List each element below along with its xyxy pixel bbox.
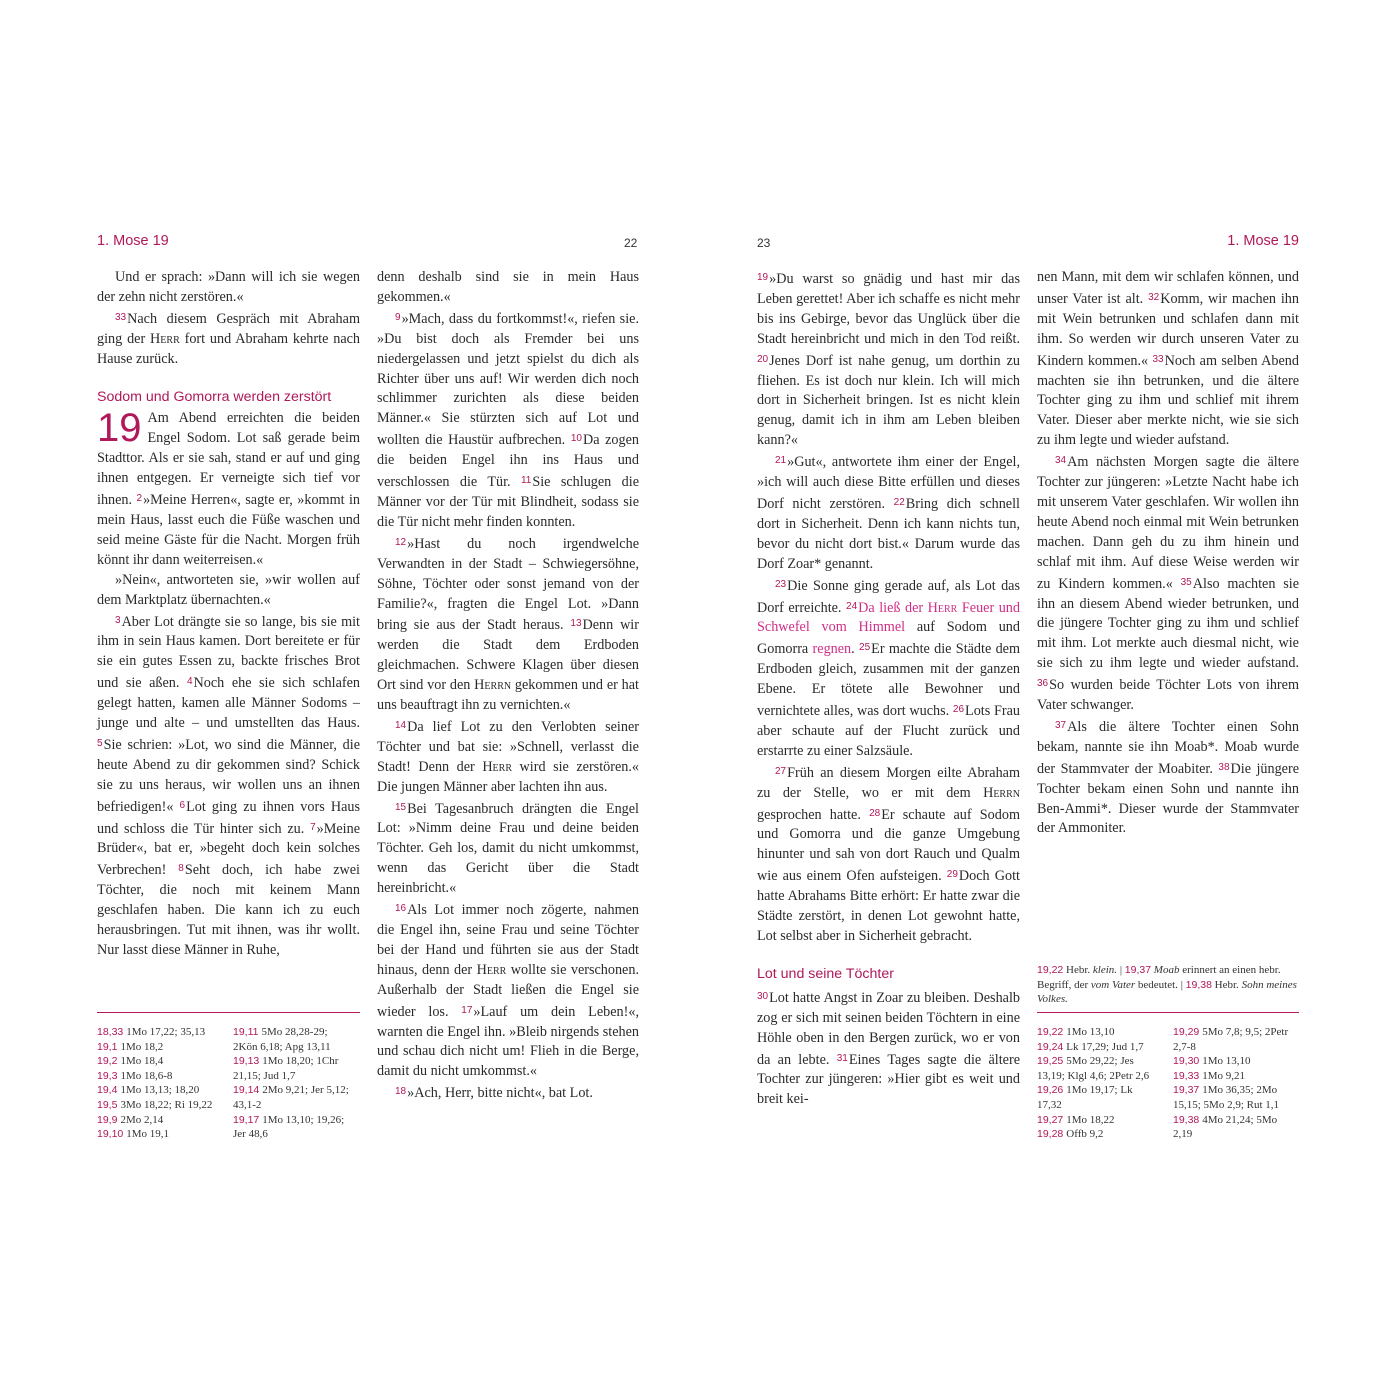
reference-label: 19,27 bbox=[1037, 1113, 1064, 1126]
verse-number: 23 bbox=[775, 578, 787, 590]
verse-paragraph: $^{21}$»Gut«, antwortete ihm einer der Engel, »ich will auch diese Bitte erfüllen und dieses Dorf nicht zerstören. $^{22}$Bring dich schnell dort in Sicherheit. Denn ich kann nichts tun, bevor du nicht dort bist.« Darum wurde das Dorf Zoar* genannt. bbox=[757, 454, 1020, 572]
verse-number: 25 bbox=[859, 642, 871, 654]
reference-text: 2Mo 2,14 bbox=[120, 1113, 164, 1126]
highlighted-text: Feuer und Schwefel vom Himmel bbox=[757, 599, 1020, 636]
verse-paragraph: $^{37}$Als die ältere Tochter einen Sohn bekam, nannte sie ihn Moab*. Moab wurde der Stammvater der Moabiter. $^{38}$Die jüngere Tochter bekam einen Sohn und nannte ihn Ben-Ammi*. Dieser wurde der Stammvater der Ammoniter. bbox=[1037, 718, 1299, 837]
verse-number: 26 bbox=[952, 704, 965, 716]
reference-text: Lk 17,29; Jud 1,7 bbox=[1066, 1040, 1144, 1053]
cross-reference bbox=[1173, 1054, 1303, 1069]
verse-paragraph: $^{27}$Früh an diesem Morgen eilte Abraham zu der Stelle, wo er mit dem Herrn gesprochen hatte. $^{28}$Er schaute auf Sodom und Gomorra und die ganze Umgebung hinunter und sah von dort Rauch und Qualm wie aus einem Ofen aufsteigen. $^{29}$Doch Gott hatte Abrahams Bitte erhört: Er hatte zwar die Städte zerstört, in denen Lot gewohnt hatte, Lot selbst aber in Sicherheit gebracht. bbox=[757, 764, 1020, 944]
verse-paragraph: $^{33}$Nach diesem Gespräch mit Abraham ging der Herr fort und Abraham kehrte nach Hause zurück. bbox=[97, 310, 361, 367]
cross-reference bbox=[1173, 1025, 1303, 1040]
reference-text: 1Mo 13,13; 18,20 bbox=[120, 1084, 200, 1097]
highlighted-text: regnen bbox=[812, 641, 852, 658]
reference-text: 17,32 bbox=[1037, 1098, 1062, 1111]
translation-notes: 19,22 Hebr. klein. | 19,37 Moab erinnert an einen hebr. Begriff, der vom Vater bedeutet. | 19,38 Hebr. Sohn meines Volkes. bbox=[1037, 964, 1297, 1006]
cross-reference bbox=[97, 1025, 232, 1040]
verse-number: 24 bbox=[846, 600, 858, 612]
reference-label: 19,37 bbox=[1173, 1084, 1200, 1097]
verse-paragraph: $^{12}$»Hast du noch irgendwelche Verwandten in der Stadt – Schwiegersöhne, Söhne, Töchter oder sonst jemand von der Familie?«, fragten die Engel Lot. »Dann bring sie aus der Stadt heraus. $^{13}$Denn wir werden die Stadt dem Erdboden gleichmachen. Schwere Klagen über diesen Ort sind vor den Herrn gekommen und er hat uns beauftragt ihn zu vernichten.« bbox=[377, 535, 639, 714]
chapter-paragraph: 19 Am Abend erreichten die beiden Engel Sodom. Lot saß gerade beim Stadttor. Als er sie sah, stand er auf und ging ihnen entgegen. Er verneigte sich tief vor ihnen. $^2$»Meine Herren«, sagte er, »kommt in mein Haus, lasst euch die Füße waschen und seid meine Gäste für die Nacht. Morgen früh könnt ihr dann weiterreisen.« bbox=[97, 406, 361, 568]
footnote-rule bbox=[1037, 1012, 1299, 1013]
verse-paragraph: $^9$»Mach, dass du fortkommst!«, riefen sie. »Du bist doch als Fremder bei uns niedergelassen und jetzt spielst du dich als Richter über uns auf! Wir werden dich noch schlimmer zurichten als diese beiden Männer.« Sie stürzten sich auf Lot und wollten die Haustür aufbrechen. $^{10}$Da zogen die beiden Engel ihn ins Haus und verschlossen die Tür. $^{11}$Sie schlugen die Männer vor der Tür mit Blindheit, sodass sie die Tür nicht mehr finden konnten. bbox=[377, 310, 639, 530]
verse-paragraph: nen Mann, mit dem wir schlafen können, und unser Vater ist alt. $^{32}$Komm, wir machen ihn mit Wein betrunken und schlafen dann mit ihm. So werden wir durch unseren Vater zu Kindern kommen.« $^{33}$Noch am selben Abend machten sie ihn betrunken, und die ältere Tochter ging zu ihm und schlief mit ihrem Vater. Dieser aber merkte nicht, wie sie sich zu ihm legte und wieder aufstand. bbox=[1037, 269, 1299, 449]
right-page-column-1 bbox=[757, 268, 1020, 1110]
footnote-rule bbox=[97, 1012, 360, 1013]
highlighted-text: Da ließ der bbox=[858, 599, 928, 616]
verse-number: 33 bbox=[1152, 353, 1164, 365]
reference-label: 19,26 bbox=[1037, 1084, 1064, 1097]
verse-paragraph: $^{23}$Die Sonne ging gerade auf, als Lot das Dorf erreichte. $^{24}$Da ließ der Herr Feuer und Schwefel vom Himmel auf Sodom und Gomorra regnen. $^{25}$Er machte die Städte dem Erdboden gleich, zusammen mit der ganzen Ebene. Er tötete alle Bewohner und vernichtete alles, was dort wuchs. $^{26}$Lots Frau aber schaute auf der Flucht zurück und erstarrte zu einer Salzsäule. bbox=[757, 577, 1021, 759]
left-cross-references-a bbox=[97, 1025, 232, 1142]
cross-reference bbox=[1173, 1127, 1303, 1142]
verse-paragraph: »Nein«, antworteten sie, »wir wollen auf dem Marktplatz übernachten.« bbox=[97, 571, 360, 608]
cross-reference bbox=[1037, 1054, 1172, 1069]
reference-text: 1Mo 19,17; Lk bbox=[1066, 1084, 1133, 1097]
verse-paragraph: $^{30}$Lot hatte Angst in Zoar zu bleiben. Deshalb zog er sich mit seinen beiden Töchtern in eine Höhle oben in den Bergen zurück, wo er von da an lebte. $^{31}$Eines Tages sagte die ältere Tochter zur jüngeren: »Hier gibt es weit und breit kei- bbox=[757, 989, 1020, 1108]
verse-number: 12 bbox=[395, 536, 407, 548]
reference-label: 19,1 bbox=[97, 1040, 118, 1053]
reference-label: 18,33 bbox=[97, 1026, 124, 1038]
reference-text: 1Mo 18,6-8 bbox=[120, 1069, 173, 1082]
cross-reference bbox=[233, 1098, 363, 1113]
verse-number: 3 bbox=[115, 614, 121, 626]
chapter-number: 19 bbox=[97, 406, 142, 451]
cross-reference bbox=[1173, 1083, 1303, 1098]
cross-reference bbox=[1037, 1113, 1172, 1128]
verse-paragraph: $^{18}$»Ach, Herr, bitte nicht«, bat Lot. bbox=[395, 1085, 593, 1102]
reference-text: 1Mo 13,10 bbox=[1066, 1026, 1115, 1038]
right-cross-references-a bbox=[1037, 1025, 1172, 1142]
reference-label: 19,22 bbox=[1037, 1026, 1064, 1038]
reference-text: 3Mo 18,22; Ri 19,22 bbox=[120, 1098, 213, 1111]
cross-reference bbox=[1173, 1040, 1303, 1055]
verse-paragraph: $^3$Aber Lot drängte sie so lange, bis sie mit ihm in sein Haus kamen. Dort bereitete er für sie ein gutes Essen zu, backte frisches Brot und sie aßen. $^4$Noch ehe sie sich schlafen gelegt hatten, kamen alle Männer Sodoms – junge und alte – und umstellten das Haus. $^5$Sie schrien: »Lot, wo sind die Männer, die heute Abend zu dir gekommen sind? Schick sie zu uns heraus, wir wollen uns an ihnen befriedigen!« $^6$Lot ging zu ihnen vors Haus und schloss die Tür hinter sich zu. $^7$»Meine Brüder«, bat er, »begeht doch kein solches Verbrechen! $^8$Seht doch, ich habe zwei Töchter, die noch mit keinem Mann geschlafen haben. Die kann ich zu euch herausbringen. Tut mit ihnen, was ihr wollt. Nur lasst diese Männer in Ruhe, bbox=[97, 613, 360, 958]
reference-text: 4Mo 21,24; 5Mo bbox=[1202, 1113, 1278, 1126]
reference-text: 1Mo 18,20; 1Chr bbox=[262, 1055, 339, 1068]
reference-text: 1Mo 19,1 bbox=[126, 1128, 170, 1141]
verse-number: 38 bbox=[1218, 761, 1230, 773]
verse-number: 10 bbox=[570, 433, 582, 445]
cross-reference bbox=[97, 1069, 232, 1084]
verse-number: 30 bbox=[757, 990, 769, 1002]
reference-text: 13,19; Klgl 4,6; 2Petr 2,6 bbox=[1037, 1069, 1150, 1082]
reference-text: 1Mo 9,21 bbox=[1202, 1069, 1246, 1082]
verse-paragraph: $^{16}$Als Lot immer noch zögerte, nahmen die Engel ihn, seine Frau und seine Töchter bei der Hand und führten sie aus der Stadt hinaus, denn der Herr wollte sie verschonen. Außerhalb der Stadt ließen die Engel sie wieder los. $^{17}$»Lauf um dein Leben!«, warnten die Engel ihn. »Bleib nirgends stehen und schau dich nicht um! Flieh in die Berge, damit du nicht umkommst.« bbox=[377, 902, 639, 1080]
verse-number: 2 bbox=[136, 493, 143, 505]
cross-reference bbox=[233, 1054, 363, 1069]
verse-paragraph: Und er sprach: »Dann will ich sie wegen der zehn nicht zerstören.« bbox=[97, 269, 360, 305]
right-page-column-2 bbox=[1037, 268, 1299, 839]
reference-label: 19,24 bbox=[1037, 1040, 1064, 1053]
left-page-column-1 bbox=[97, 268, 360, 961]
cross-reference bbox=[233, 1040, 363, 1055]
verse-paragraph: denn deshalb sind sie in mein Haus gekommen.« bbox=[377, 269, 639, 305]
reference-label: 19,3 bbox=[97, 1069, 118, 1082]
cross-reference bbox=[1037, 1069, 1172, 1084]
verse-number: 32 bbox=[1148, 291, 1160, 303]
cross-reference bbox=[1037, 1040, 1172, 1055]
reference-text: 1Mo 36,35; 2Mo bbox=[1202, 1084, 1278, 1097]
cross-reference bbox=[97, 1040, 232, 1055]
cross-reference bbox=[97, 1127, 232, 1142]
reference-text: 43,1-2 bbox=[233, 1098, 262, 1111]
reference-label: 19,25 bbox=[1037, 1055, 1064, 1068]
reference-text: 2Kön 6,18; Apg 13,11 bbox=[233, 1040, 331, 1053]
reference-text: 2Mo 9,21; Jer 5,12; bbox=[262, 1084, 349, 1097]
verse-number: 22 bbox=[893, 496, 905, 508]
verse-number: 13 bbox=[570, 618, 582, 630]
verse-number: 31 bbox=[836, 1052, 848, 1064]
reference-label: 19,33 bbox=[1173, 1069, 1200, 1082]
reference-text: 5Mo 29,22; Jes bbox=[1066, 1055, 1134, 1068]
cross-reference bbox=[97, 1098, 232, 1113]
verse-number: 18 bbox=[395, 1086, 407, 1098]
reference-label: 19,4 bbox=[97, 1084, 118, 1097]
section-heading: Lot und seine Töchter bbox=[757, 965, 894, 982]
reference-label: 19,13 bbox=[233, 1055, 260, 1068]
verse-paragraph: $^{34}$Am nächsten Morgen sagte die ältere Tochter zur jüngeren: »Letzte Nacht habe ich mit unserem Vater geschlafen. Wir wollen ihn heute Abend noch einmal mit Wein betrunken machen. Dann geh du zu ihm hinein und schlaf mit ihm. Auf diese Weise werden wir zu Kindern kommen.« $^{35}$Also machten sie ihn an diesem Abend wieder betrunken, und die jüngere Tochter ging zu ihm und schlief mit ihm. Lot merkte auch diesmal nicht, wie sie sich zu ihm legte und wieder aufstand. $^{36}$So wurden beide Töchter Lots von ihrem Vater schwanger. bbox=[1037, 454, 1299, 714]
verse-number: 37 bbox=[1055, 719, 1067, 731]
reference-text: 1Mo 18,22 bbox=[1066, 1113, 1115, 1126]
verse-number: 17 bbox=[461, 1004, 473, 1016]
reference-text: Offb 9,2 bbox=[1066, 1128, 1104, 1141]
reference-label: 19,5 bbox=[97, 1098, 118, 1111]
section-heading: Sodom und Gomorra werden zerstört bbox=[97, 388, 332, 405]
cross-reference bbox=[1037, 1098, 1172, 1113]
reference-text: 5Mo 28,28-29; bbox=[261, 1026, 328, 1038]
cross-reference bbox=[1037, 1127, 1172, 1142]
reference-text: 1Mo 17,22; 35,13 bbox=[126, 1026, 206, 1038]
reference-label: 19,30 bbox=[1173, 1055, 1200, 1068]
cross-reference bbox=[97, 1083, 232, 1098]
verse-number: 6 bbox=[179, 799, 186, 811]
cross-reference bbox=[233, 1083, 363, 1098]
left-cross-references-b bbox=[233, 1025, 363, 1142]
right-running-header: 1. Mose 19 bbox=[1227, 233, 1299, 249]
cross-reference bbox=[233, 1113, 363, 1128]
reference-text: 1Mo 18,4 bbox=[120, 1055, 164, 1068]
reference-label: 19,9 bbox=[97, 1113, 118, 1126]
verse-number: 36 bbox=[1037, 678, 1049, 690]
cross-reference bbox=[1173, 1113, 1303, 1128]
reference-label: 19,28 bbox=[1037, 1128, 1064, 1141]
verse-number: 16 bbox=[395, 903, 407, 915]
left-page-column-2 bbox=[377, 268, 639, 1104]
verse-number: 20 bbox=[757, 353, 769, 365]
left-page-number: 22 bbox=[624, 236, 638, 250]
verse-number: 27 bbox=[775, 765, 787, 777]
verse-number: 33 bbox=[115, 311, 127, 323]
cross-reference bbox=[1173, 1069, 1303, 1084]
verse-number: 28 bbox=[869, 807, 881, 819]
reference-label: 19,2 bbox=[97, 1055, 118, 1068]
reference-text: Jer 48,6 bbox=[233, 1128, 268, 1141]
verse-number: 5 bbox=[97, 737, 103, 749]
verse-number: 8 bbox=[178, 863, 184, 875]
cross-reference bbox=[1173, 1098, 1303, 1113]
reference-label: 19,10 bbox=[97, 1128, 124, 1141]
verse-number: 11 bbox=[520, 475, 532, 487]
reference-text: 1Mo 13,10 bbox=[1202, 1055, 1251, 1068]
reference-text: 2,7-8 bbox=[1173, 1040, 1196, 1053]
reference-text: 21,15; Jud 1,7 bbox=[233, 1069, 296, 1082]
verse-number: 35 bbox=[1180, 576, 1192, 588]
right-page-number: 23 bbox=[757, 236, 771, 250]
reference-text: 5Mo 7,8; 9,5; 2Petr bbox=[1202, 1026, 1289, 1038]
reference-label: 19,11 bbox=[233, 1026, 259, 1038]
verse-number: 29 bbox=[946, 869, 958, 881]
reference-text: 15,15; 5Mo 2,9; Rut 1,1 bbox=[1173, 1098, 1280, 1111]
verse-number: 9 bbox=[395, 311, 401, 323]
verse-number: 15 bbox=[395, 801, 407, 813]
reference-label: 19,17 bbox=[233, 1113, 260, 1126]
verse-number: 19 bbox=[757, 272, 769, 283]
cross-reference bbox=[97, 1113, 232, 1128]
right-cross-references-b bbox=[1173, 1025, 1303, 1142]
cross-reference bbox=[1037, 1025, 1172, 1040]
reference-label: 19,14 bbox=[233, 1084, 260, 1097]
reference-text: 1Mo 18,2 bbox=[120, 1040, 164, 1053]
reference-label: 19,38 bbox=[1173, 1113, 1200, 1126]
cross-reference bbox=[233, 1069, 363, 1084]
verse-number: 34 bbox=[1055, 455, 1067, 467]
reference-text: 1Mo 13,10; 19,26; bbox=[262, 1113, 345, 1126]
verse-number: 14 bbox=[395, 719, 407, 731]
verse-paragraph: $^{14}$Da lief Lot zu den Verlobten seiner Töchter und bat sie: »Schnell, verlasst die Stadt! Denn der Herr wird sie zerstören.« Die jungen Männer aber lachten ihn aus. bbox=[377, 718, 639, 795]
cross-reference bbox=[1037, 1083, 1172, 1098]
verse-paragraph: $^{19}$»Du warst so gnädig und hast mir das Leben gerettet! Aber ich schaffe es nicht mehr bis ins Gebirge, bevor das Unglück über die Stadt hereinbricht und mich in den Tod reißt. $^{20}$Jenes Dorf ist nahe genug, um dorthin zu fliehen. Es ist doch nur klein. Ich will mich dort in Sicherheit bringen. Ist es nicht klein genug, damit ich in ihm am Leben bleiben kann?« bbox=[757, 271, 1020, 449]
cross-reference bbox=[233, 1127, 363, 1142]
verse-number: 21 bbox=[775, 455, 787, 467]
verse-number: 7 bbox=[310, 821, 316, 833]
verse-paragraph: $^{15}$Bei Tagesanbruch drängten die Engel Lot: »Nimm deine Frau und deine beiden Töchter. Geh los, damit du nicht umkommst, wenn das Gericht über die Stadt hereinbricht.« bbox=[377, 800, 639, 897]
left-running-header: 1. Mose 19 bbox=[97, 233, 169, 249]
cross-reference bbox=[97, 1054, 232, 1069]
cross-reference bbox=[233, 1025, 363, 1040]
reference-label: 19,29 bbox=[1173, 1026, 1200, 1038]
verse-number: 4 bbox=[186, 676, 193, 688]
reference-text: 2,19 bbox=[1173, 1128, 1193, 1141]
